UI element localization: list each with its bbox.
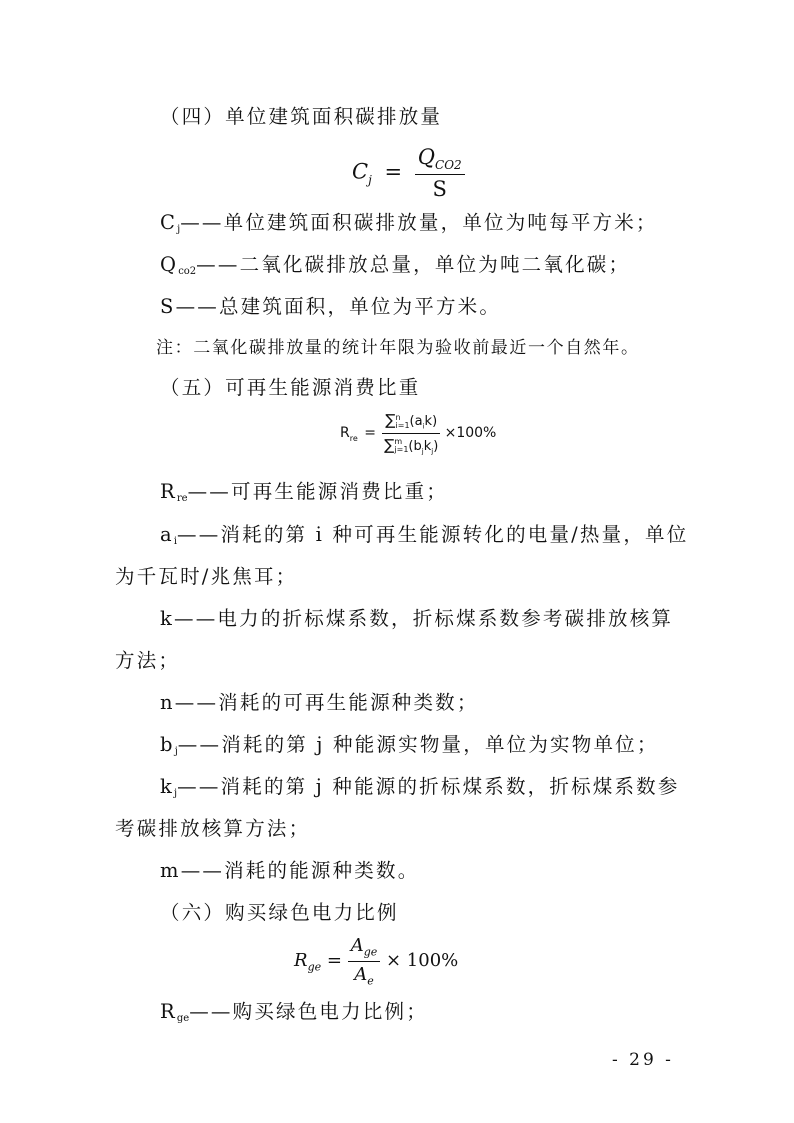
definition-qco2: $Q_{co2}——$二氧化碳排放总量，单位为吨二氧化碳； — [160, 253, 631, 277]
section-heading-4: （四）单位建筑面积碳排放量 — [160, 105, 443, 128]
note: 注：二氧化碳排放量的统计年限为验收前最近一个自然年。 — [156, 338, 640, 358]
formula-carbon-intensity: $C_j$ = $\frac{Q_{CO2}}{S}$ — [352, 145, 465, 201]
page-number: - 29 - — [612, 1050, 674, 1070]
definition-rge: $R_{ge}——$购买绿色电力比例； — [160, 1000, 428, 1024]
definition-bj: $b_j——$消耗的第 j 种能源实物量，单位为实物单位； — [160, 733, 659, 757]
formula-renewable-share: $R_{re}$ = ∑ n i=1 $(a_ik)$ ∑ m j=1 $(b_jk_j)$ ×100% — [340, 411, 497, 456]
definition-n: n——消耗的可再生能源种类数； — [160, 691, 479, 714]
definition-m: m——消耗的能源种类数。 — [160, 859, 420, 882]
definition-kj-cont: 考碳排放核算方法； — [115, 817, 311, 840]
section-heading-5: （五）可再生能源消费比重 — [160, 376, 421, 399]
definition-kj: $k_j——$消耗的第 j 种能源的折标煤系数，折标煤系数参 — [160, 775, 680, 799]
section-heading-6: （六）购买绿色电力比例 — [160, 901, 399, 924]
definition-ai: $a_i——$消耗的第 i 种可再生能源转化的电量/热量，单位 — [160, 523, 689, 547]
formula-green-power-ratio: $R_{ge}$ = $\frac{A_{ge}}{A_e}$ × 100% — [294, 935, 459, 988]
definition-ai-cont: 为千瓦时/兆焦耳； — [115, 565, 298, 588]
definition-rre: $R_{re}——$可再生能源消费比重； — [160, 480, 448, 504]
definition-k-cont: 方法； — [115, 649, 181, 672]
definition-s: S——总建筑面积，单位为平方米。 — [160, 295, 502, 318]
definition-k: k——电力的折标煤系数，折标煤系数参考碳排放核算 — [160, 607, 674, 630]
definition-cj: $C_j——$单位建筑面积碳排放量，单位为吨每平方米； — [160, 211, 658, 235]
